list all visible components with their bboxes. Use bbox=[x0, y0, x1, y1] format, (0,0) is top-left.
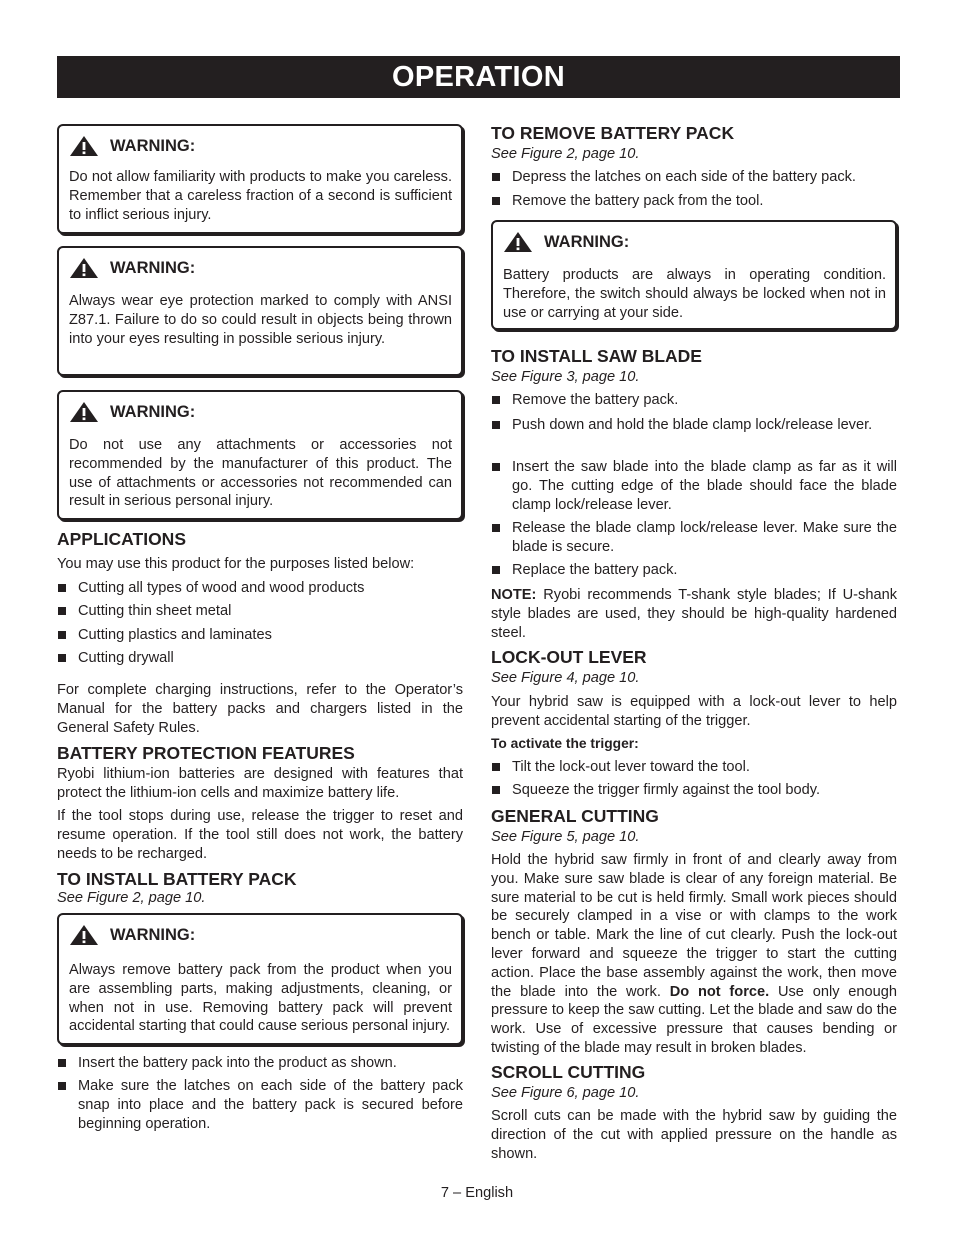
warning-title: WARNING: bbox=[110, 137, 196, 155]
warning-box-battery-operating bbox=[491, 220, 897, 330]
general-cutting-paragraph: Hold the hybrid saw firmly in front of and clearly away from you. Make sure saw blade is clear of any foreign material. Be sure material to be cut is held firmly. Small work pieces should be securely clamped in a vise or with clamps to the work bench or table. Mark the line of cut clearly. Push the lock-out lever forward and squeeze the trigger to start the cutting action. Place the base assembly against the work, then move the blade into the work. Do not force. Use only enough pressure to keep the saw cutting. Let the blade and saw do the work. Use of excessive pressure that causes bending or twisting of the blade may result in broken blades. bbox=[491, 852, 897, 1056]
warning-title: WARNING: bbox=[110, 403, 196, 421]
warning-triangle-icon bbox=[69, 401, 99, 423]
warning-triangle-icon bbox=[69, 257, 99, 279]
remove-battery-ref: See Figure 2, page 10. bbox=[491, 146, 640, 162]
install-blade-heading: TO INSTALL SAW BLADE bbox=[491, 346, 702, 366]
install-battery-ref: See Figure 2, page 10. bbox=[57, 890, 206, 906]
blade-note: NOTE: Ryobi recommends T-shank style blades; If U-shank style blades are used, they should be high-quality hardened steel. bbox=[491, 587, 897, 641]
lockout-subheading: To activate the trigger: bbox=[491, 736, 639, 751]
warning-title: WARNING: bbox=[110, 926, 196, 944]
battery-protection-p2: If the tool stops during use, release the trigger to reset and resume operation. If the tool still does not work, the battery needs to be recharged. bbox=[57, 808, 463, 862]
warning-box-attachments bbox=[57, 390, 463, 520]
general-cutting-ref: See Figure 5, page 10. bbox=[491, 829, 640, 845]
warning-box-remove-battery bbox=[57, 913, 463, 1045]
warning-triangle-icon bbox=[69, 135, 99, 157]
page-title-banner: OPERATION bbox=[57, 56, 900, 98]
battery-protection-heading: BATTERY PROTECTION FEATURES bbox=[57, 743, 355, 763]
applications-intro: You may use this product for the purposes listed below: bbox=[57, 556, 415, 572]
lockout-ref: See Figure 4, page 10. bbox=[491, 670, 640, 686]
warning-triangle-icon bbox=[69, 924, 99, 946]
warning-text: Do not allow familiarity with products to make you careless. Remember that a careless fraction of a second is sufficient to inflict serious injury. bbox=[69, 169, 452, 223]
applications-heading: APPLICATIONS bbox=[57, 529, 186, 549]
warning-triangle-icon bbox=[503, 231, 533, 253]
general-cutting-heading: GENERAL CUTTING bbox=[491, 806, 659, 826]
install-blade-ref: See Figure 3, page 10. bbox=[491, 369, 640, 385]
warning-title: WARNING: bbox=[544, 233, 630, 251]
warning-box-eye-protection bbox=[57, 246, 463, 376]
lockout-heading: LOCK-OUT LEVER bbox=[491, 647, 647, 667]
scroll-cutting-paragraph: Scroll cuts can be made with the hybrid saw by guiding the direction of the cut with applied pressure on the handle as shown. bbox=[491, 1108, 897, 1162]
scroll-cutting-heading: SCROLL CUTTING bbox=[491, 1062, 646, 1082]
lockout-paragraph: Your hybrid saw is equipped with a lock-out lever to help prevent accidental starting of the trigger. bbox=[491, 694, 897, 729]
remove-battery-heading: TO REMOVE BATTERY PACK bbox=[491, 123, 735, 143]
applications-outro: For complete charging instructions, refer to the Operator’s Manual for the battery packs and chargers listed in the General Safety Rules. bbox=[57, 682, 463, 736]
warning-text: Do not use any attachments or accessories not recommended by the manufacturer of this product. The use of attachments or accessories not recommended can result in serious personal injury. bbox=[69, 437, 452, 510]
install-battery-heading: TO INSTALL BATTERY PACK bbox=[57, 869, 297, 889]
warning-text: Always remove battery pack from the product when you are assembling parts, making adjustments, cleaning, or when not in use. Removing battery pack will prevent accidental starting that could cause serious personal injury. bbox=[69, 962, 452, 1035]
warning-text: Always wear eye protection marked to comply with ANSI Z87.1. Failure to do so could result in objects being thrown into your eyes resulting in possible serious injury. bbox=[69, 293, 452, 347]
page-footer: 7 – English bbox=[440, 1185, 514, 1201]
warning-text: Battery products are always in operating condition. Therefore, the switch should always be locked when not in use or carrying at your side. bbox=[503, 267, 886, 321]
battery-protection-p1: Ryobi lithium-ion batteries are designed with features that protect the lithium-ion cells and maximize battery life. bbox=[57, 766, 463, 801]
warning-box-familiarity bbox=[57, 124, 463, 234]
warning-title: WARNING: bbox=[110, 259, 196, 277]
scroll-cutting-ref: See Figure 6, page 10. bbox=[491, 1085, 640, 1101]
